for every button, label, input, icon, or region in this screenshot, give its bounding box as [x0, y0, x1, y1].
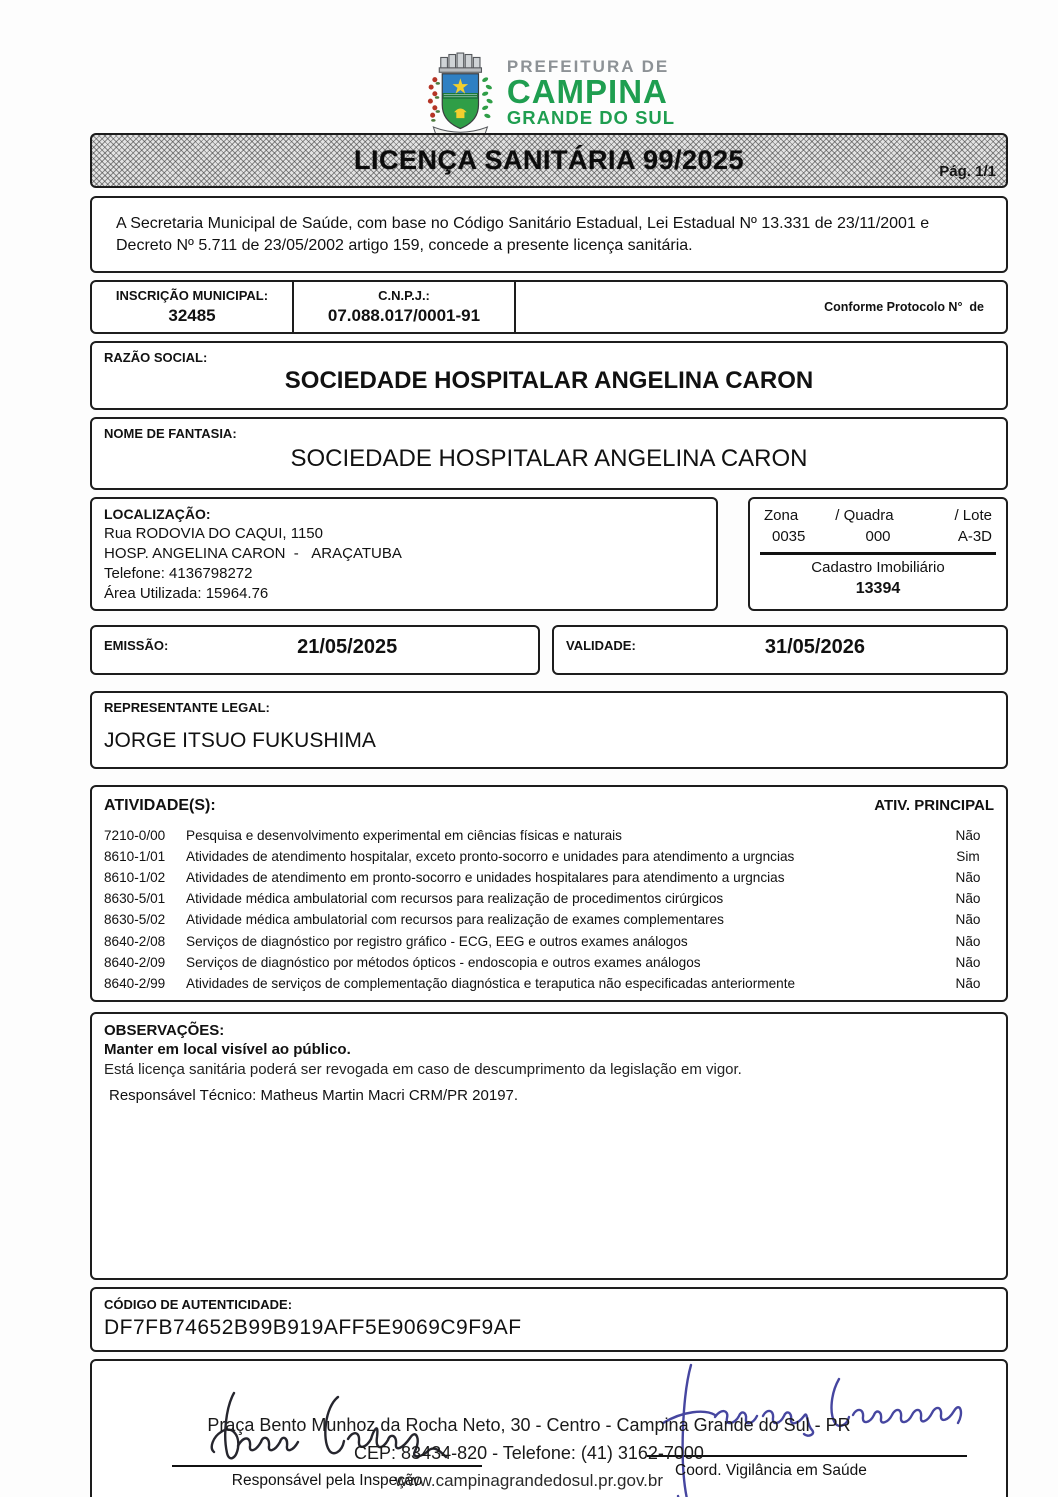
codigo-autenticidade-box [90, 1287, 1008, 1352]
inspector-signature-label: Responsável pela Inspeção [231, 1471, 423, 1489]
emissao-label: EMISSÃO: [104, 638, 169, 654]
ativ-principal-label: ATIV. PRINCIPAL [874, 797, 994, 815]
atividade-principal-flag: Não [955, 891, 981, 907]
coat-of-arms-icon [423, 47, 497, 139]
quadra-label: / Quadra [835, 507, 894, 525]
atividade-principal-flag: Não [955, 870, 981, 886]
nome-fantasia-value: SOCIEDADE HOSPITALAR ANGELINA CARON [290, 445, 808, 473]
intro-text: A Secretaria Municipal de Saúde, com base no Código Sanitário Estadual, Lei Estadual Nº 13.331 de 23/11/2001 e Decreto Nº 5.711 de 23/05/2002 artigo 159, concede a presente licença sanitária. [116, 215, 930, 254]
localizacao-box [90, 497, 718, 611]
cadastro-imobiliario-label: Cadastro Imobiliário [811, 559, 945, 577]
zona-quadra-lote-header [764, 505, 992, 526]
lote-value: A-3D [957, 528, 992, 546]
inscricao-municipal-field [92, 282, 292, 332]
protocolo-label: Conforme Protocolo N° de [824, 300, 984, 315]
address-line: HOSP. ANGELINA CARON - ARAÇATUBA [104, 545, 402, 563]
atividade-desc: Atividades de serviços de complementação diagnóstica e teraputica não especificadas anteriormente [186, 975, 796, 991]
footer-cep-phone: CEP: 83434-820 - Telefone: (41) 3162-7000 [354, 1443, 704, 1463]
atividade-desc: Pesquisa e desenvolvimento experimental em ciências físicas e naturais [186, 828, 622, 844]
license-title: LICENÇA SANITÁRIA 99/2025 [353, 145, 745, 175]
atividade-desc: Serviços de diagnóstico por registro gráfico - ECG, EEG e outros exames análogos [186, 933, 688, 949]
atividade-row [104, 931, 994, 952]
logo-line-campina: CAMPINA [506, 72, 668, 110]
atividade-row [104, 952, 994, 973]
atividade-row [104, 909, 994, 930]
zona-value: 0035 [772, 528, 806, 546]
registration-row [90, 280, 1008, 334]
cnpj-field [292, 282, 514, 332]
area-line: Área Utilizada: 15964.76 [104, 585, 269, 603]
atividade-code: 8630-5/02 [104, 912, 166, 928]
representante-legal-value: JORGE ITSUO FUKUSHIMA [104, 729, 376, 753]
atividade-row [104, 867, 994, 888]
cadastro-imobiliario-value: 13394 [855, 580, 901, 598]
atividade-row [104, 825, 994, 846]
atividade-desc: Serviços de diagnóstico por métodos ópticos - endoscopia e outros exames análogos [186, 954, 701, 970]
license-title-banner [90, 133, 1008, 188]
cnpj-value: 07.088.017/0001-91 [327, 306, 481, 326]
zona-label: Zona [764, 507, 799, 525]
atividades-label: ATIVIDADE(S): [104, 797, 216, 815]
atividades-table [104, 825, 994, 994]
atividade-row [104, 846, 994, 867]
validade-value: 31/05/2026 [764, 636, 865, 659]
cadastro-divider [760, 552, 996, 555]
logo-line-grande-do-sul: GRANDE DO SUL [506, 106, 676, 128]
atividades-box [90, 785, 1008, 1002]
atividade-principal-flag: Não [955, 912, 981, 928]
atividade-principal-flag: Sim [956, 849, 980, 865]
footer-website: www.campinagrandedosul.pr.gov.br [394, 1471, 664, 1490]
dates-row [90, 625, 1008, 682]
address-line: Rua RODOVIA DO CAQUI, 1150 [104, 525, 323, 543]
atividade-code: 8640-2/08 [104, 933, 166, 949]
atividade-desc: Atividade médica ambulatorial com recursos para realização de exames complementares [186, 912, 724, 928]
logo-line-prefeitura: PREFEITURA DE [506, 56, 670, 76]
atividade-code: 8610-1/02 [104, 870, 166, 886]
location-row [90, 497, 1008, 618]
phone-line: Telefone: 4136798272 [104, 565, 253, 583]
atividade-desc: Atividades de atendimento em pronto-socorro e unidades hospitalares para atendimento a urgncias [186, 870, 785, 886]
protocolo-field [514, 282, 1006, 332]
atividade-code: 7210-0/00 [104, 828, 166, 844]
footer-address: Praça Bento Munhoz da Rocha Neto, 30 - Centro - Campina Grande do Sul - PR [207, 1415, 851, 1435]
atividade-code: 8610-1/01 [104, 849, 166, 865]
razao-social-value: SOCIEDADE HOSPITALAR ANGELINA CARON [284, 367, 814, 395]
page-number: Pág. 1/1 [939, 163, 996, 180]
observacoes-bold-line: Manter em local visível ao público. [104, 1040, 351, 1058]
validade-box [552, 625, 1008, 675]
intro-box [90, 196, 1008, 273]
localizacao-label: LOCALIZAÇÃO: [104, 506, 211, 523]
nome-fantasia-label: NOME DE FANTASIA: [104, 426, 237, 442]
inscricao-municipal-value: 32485 [168, 306, 216, 326]
atividades-header [104, 797, 994, 815]
atividade-desc: Atividades de atendimento hospitalar, exceto pronto-socorro e unidades para atendimento a urgncias [186, 849, 795, 865]
representante-legal-box [90, 691, 1008, 769]
atividade-desc: Atividade médica ambulatorial com recursos para realização de procedimentos cirúrgicos [186, 891, 724, 907]
codigo-autenticidade-label: CÓDIGO DE AUTENTICIDADE: [104, 1296, 293, 1312]
observacoes-label: OBSERVAÇÕES: [104, 1021, 225, 1039]
atividade-principal-flag: Não [955, 975, 981, 991]
inscricao-municipal-label: INSCRIÇÃO MUNICIPAL: [115, 288, 269, 304]
zona-quadra-lote-values [764, 526, 992, 547]
validade-label: VALIDADE: [566, 638, 636, 654]
observacoes-box [90, 1012, 1008, 1280]
emissao-box [90, 625, 540, 675]
city-hall-logo [90, 0, 1008, 133]
cnpj-label: C.N.P.J.: [378, 288, 430, 304]
atividade-principal-flag: Não [955, 954, 981, 970]
atividade-row [104, 888, 994, 909]
atividade-code: 8630-5/01 [104, 891, 166, 907]
footer [0, 1408, 1058, 1491]
responsavel-tecnico-line: Responsável Técnico: Matheus Martin Macri CRM/PR 20197. [109, 1086, 519, 1104]
observacoes-line2: Está licença sanitária poderá ser revogada em caso de descumprimento da legislação em vigor. [104, 1060, 742, 1078]
emissao-value: 21/05/2025 [297, 636, 398, 659]
atividade-code: 8640-2/99 [104, 975, 166, 991]
quadra-value: 000 [865, 528, 891, 546]
nome-fantasia-box [90, 417, 1008, 490]
coordinator-signature-label: Coord. Vigilância em Saúde [675, 1461, 867, 1479]
atividade-principal-flag: Não [955, 933, 981, 949]
codigo-autenticidade-value: DF7FB74652B99B919AFF5E9069C9F9AF [104, 1315, 522, 1339]
lote-label: / Lote [954, 507, 992, 525]
cadastro-imobiliario-box [748, 497, 1008, 611]
representante-legal-label: REPRESENTANTE LEGAL: [104, 700, 270, 716]
city-hall-logo-text [507, 58, 675, 128]
razao-social-label: RAZÃO SOCIAL: [104, 350, 208, 366]
atividade-row [104, 973, 994, 994]
razao-social-box [90, 341, 1008, 410]
atividade-principal-flag: Não [955, 828, 981, 844]
atividade-code: 8640-2/09 [104, 954, 166, 970]
